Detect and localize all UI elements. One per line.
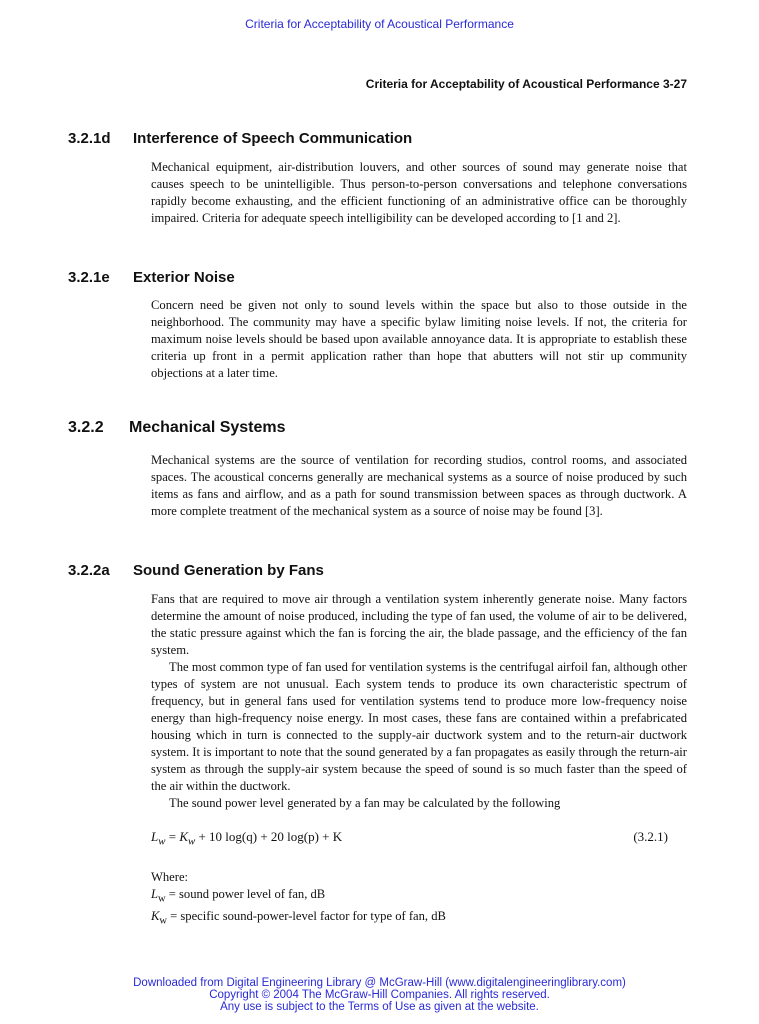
section-number: 3.2.1e bbox=[68, 269, 110, 286]
section-title: Exterior Noise bbox=[133, 269, 235, 286]
section-number: 3.2.2 bbox=[68, 419, 104, 436]
where-symbol: L bbox=[151, 887, 159, 901]
equation-equals: = bbox=[165, 829, 180, 844]
equation-lhs: L bbox=[151, 829, 159, 844]
where-symbol-sub: w bbox=[158, 893, 166, 905]
where-symbol-sub: w bbox=[159, 915, 167, 927]
where-symbol: K bbox=[151, 908, 160, 923]
section-number: 3.2.2a bbox=[68, 562, 110, 579]
top-title-link[interactable]: Criteria for Acceptability of Acoustical Performance bbox=[245, 17, 514, 31]
equation-k: K bbox=[179, 829, 188, 844]
where-list bbox=[151, 869, 446, 929]
where-definition: = sound power level of fan, dB bbox=[165, 887, 326, 901]
section-title: Mechanical Systems bbox=[129, 419, 286, 436]
where-definition: = specific sound-power-level factor for type of fan, dB bbox=[167, 908, 446, 923]
paragraph: Mechanical equipment, air-distribution louvers, and other sources of sound may generate noise that causes speech to be unintelligible. Thus person-to-person conversations and telephone conversations rapidly become exhausting, and the efficient functioning of an administrative office can be thoroughly impaired. Criteria for adequate speech intelligibility can be developed according to [1 and 2]. bbox=[151, 160, 687, 225]
paragraph: Fans that are required to move air through a ventilation system inherently generate noise. Many factors determine the amount of noise produced, including the type of fan used, the volume of air to be delivered, the static pressure against which the fan is forcing the air, the blade passage, and the efficiency of the fan system. bbox=[151, 592, 687, 657]
footer-copyright-link[interactable]: Copyright © 2004 The McGraw-Hill Companies. All rights reserved. bbox=[209, 989, 550, 1001]
equation-number: (3.2.1) bbox=[633, 829, 668, 844]
footer-terms-link[interactable]: Any use is subject to the Terms of Use as given at the website. bbox=[220, 1001, 539, 1013]
footer-download-link[interactable]: Downloaded from Digital Engineering Library @ McGraw-Hill (www.digitalengineeringlibrary.com) bbox=[133, 977, 626, 989]
where-label: Where: bbox=[151, 870, 189, 884]
paragraph: The sound power level generated by a fan may be calculated by the following bbox=[169, 796, 561, 810]
equation-k-sub: w bbox=[187, 835, 196, 848]
running-head: Criteria for Acceptability of Acoustical Performance 3-27 bbox=[365, 77, 687, 91]
section-title: Sound Generation by Fans bbox=[133, 562, 324, 579]
paragraph: Concern need be given not only to sound levels within the space but also to those outside in the neighborhood. The community may have a specific bylaw limiting noise levels. If not, the criteria for maximum noise levels should be based upon available annoyance data. It is appropriate to establish these criteria up front in a permit application rather than hope that abutters will not stir up community objections at a later time. bbox=[151, 298, 687, 380]
section-title: Interference of Speech Communication bbox=[133, 130, 413, 147]
paragraph: The most common type of fan used for ventilation systems is the centrifugal airfoil fan, although other types of system are not unusual. Each system tends to produce its own characteristic spectrum of frequency, but in general fans used for ventilation systems tend to produce more low-frequency noise energy than high-frequency noise energy. In most cases, these fans are contained within a prefabricated housing which in turn is connected to the supply-air ductwork system and to the return-air ductwork system. It is important to note that the sound generated by a fan propagates as easily through the return-air system as through the supply-air system because the speed of sound is so much faster than the speed of the air within the ductwork. bbox=[151, 660, 687, 793]
equation-rest: + 10 log(q) + 20 log(p) + K bbox=[195, 829, 343, 844]
where-item bbox=[151, 908, 446, 930]
paragraph: Mechanical systems are the source of ventilation for recording studios, control rooms, and associated spaces. The acoustical concerns generally are mechanical systems as a source of noise produced by such items as fans and airflow, and as a path for sound transmission between spaces as through ductwork. A more complete treatment of the mechanical system as a source of noise may be found [3]. bbox=[151, 453, 687, 518]
section-number: 3.2.1d bbox=[68, 130, 111, 147]
equation bbox=[151, 829, 668, 848]
footer bbox=[0, 977, 759, 1013]
where-item bbox=[151, 886, 446, 908]
equation-lhs-sub: w bbox=[158, 835, 166, 848]
